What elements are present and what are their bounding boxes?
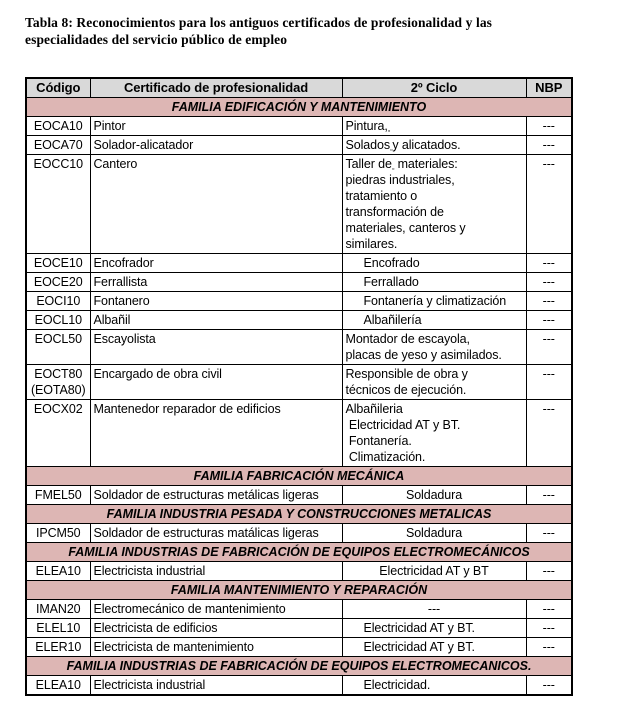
code-cell: ELEL10	[26, 619, 90, 638]
nbp-cell: ---	[526, 562, 572, 581]
certificate-cell: Fontanero	[90, 292, 342, 311]
code-cell: IMAN20	[26, 600, 90, 619]
ciclo-cell: Fontanería y climatización	[342, 292, 526, 311]
certificate-cell: Encargado de obra civil	[90, 365, 342, 400]
code-cell: EOCE20	[26, 273, 90, 292]
nbp-cell: ---	[526, 400, 572, 467]
family-label: FAMILIA EDIFICACIÓN Y MANTENIMIENTO	[26, 98, 572, 117]
ciclo-cell: Soldadura	[342, 486, 526, 505]
family-label: FAMILIA INDUSTRIAS DE FABRICACIÓN DE EQUIPOS ELECTROMECÁNICOS	[26, 543, 572, 562]
table-row	[26, 311, 572, 330]
column-header-nbp: NBP	[526, 78, 572, 98]
table-row	[26, 676, 572, 696]
code-cell: EOCT80 (EOTA80)	[26, 365, 90, 400]
family-label: FAMILIA MANTENIMIENTO Y REPARACIÓN	[26, 581, 572, 600]
code-cell: EOCX02	[26, 400, 90, 467]
certificate-cell: Albañil	[90, 311, 342, 330]
nbp-cell: ---	[526, 524, 572, 543]
family-row	[26, 505, 572, 524]
family-label: FAMILIA INDUSTRIA PESADA Y CONSTRUCCIONES METALICAS	[26, 505, 572, 524]
certificate-cell: Ferrallista	[90, 273, 342, 292]
ciclo-cell: ---	[342, 600, 526, 619]
table-row	[26, 117, 572, 136]
code-cell: EOCL10	[26, 311, 90, 330]
nbp-cell: ---	[526, 676, 572, 696]
ciclo-cell: Ferrallado	[342, 273, 526, 292]
ciclo-cell: Soldadura	[342, 524, 526, 543]
family-row	[26, 467, 572, 486]
family-row	[26, 543, 572, 562]
table-caption	[25, 14, 596, 48]
code-cell: ELEA10	[26, 562, 90, 581]
certificate-cell: Pintor	[90, 117, 342, 136]
table-row	[26, 400, 572, 467]
ciclo-cell: Responsible de obra y técnicos de ejecución.	[342, 365, 526, 400]
code-cell: IPCM50	[26, 524, 90, 543]
table-row	[26, 365, 572, 400]
certificate-cell: Electromecánico de mantenimiento	[90, 600, 342, 619]
nbp-cell: ---	[526, 330, 572, 365]
certificate-cell: Electricista industrial	[90, 676, 342, 696]
nbp-cell: ---	[526, 254, 572, 273]
table-row	[26, 273, 572, 292]
ciclo-cell: Albañilería	[342, 311, 526, 330]
nbp-cell: ---	[526, 292, 572, 311]
table-caption-line-1: Tabla 8: Reconocimientos para los antiguos certificados de profesionalidad y las	[25, 15, 493, 30]
ciclo-cell: Albañileria Electricidad AT y BT. Fontanería. Climatización.	[342, 400, 526, 467]
nbp-cell: ---	[526, 311, 572, 330]
column-header-codigo: Código	[26, 78, 90, 98]
ciclo-cell: Encofrado	[342, 254, 526, 273]
nbp-cell: ---	[526, 273, 572, 292]
table-row	[26, 486, 572, 505]
certificate-cell: Electricista industrial	[90, 562, 342, 581]
ciclo-cell: Electricidad.	[342, 676, 526, 696]
ciclo-cell: Electricidad AT y BT	[342, 562, 526, 581]
nbp-cell: ---	[526, 600, 572, 619]
nbp-cell: ---	[526, 155, 572, 254]
nbp-cell: ---	[526, 486, 572, 505]
recognitions-table	[25, 77, 573, 696]
ciclo-cell: Taller $de_▫$ materiales: piedras industriales, tratamiento o transformación de materiales, canteros y similares.	[342, 155, 526, 254]
table-row	[26, 638, 572, 657]
certificate-cell: Cantero	[90, 155, 342, 254]
table-row	[26, 136, 572, 155]
family-label: FAMILIA FABRICACIÓN MECÁNICA	[26, 467, 572, 486]
table-body	[26, 98, 572, 696]
family-row	[26, 581, 572, 600]
column-header-ciclo: 2º Ciclo	[342, 78, 526, 98]
table-row	[26, 562, 572, 581]
table-row	[26, 524, 572, 543]
ciclo-cell: $Pintura,_▫$	[342, 117, 526, 136]
table-row	[26, 155, 572, 254]
table-caption-line-2: especialidades del servicio público de empleo	[25, 32, 288, 47]
ciclo-cell: Montador de escayola, placas de yeso y asimilados.	[342, 330, 526, 365]
nbp-cell: ---	[526, 136, 572, 155]
table-row	[26, 600, 572, 619]
family-label: FAMILIA INDUSTRIAS DE FABRICACIÓN DE EQUIPOS ELECTROMECANICOS.	[26, 657, 572, 676]
table-header-row	[26, 78, 572, 98]
code-cell: EOCA10	[26, 117, 90, 136]
table-row	[26, 254, 572, 273]
certificate-cell: Electricista de edificios	[90, 619, 342, 638]
certificate-cell: Electricista de mantenimiento	[90, 638, 342, 657]
certificate-cell: Soldador de estructuras matálicas ligeras	[90, 524, 342, 543]
ciclo-cell: Electricidad AT y BT.	[342, 638, 526, 657]
certificate-cell: Escayolista	[90, 330, 342, 365]
code-cell: EOCA70	[26, 136, 90, 155]
code-cell: EOCC10	[26, 155, 90, 254]
code-cell: EOCL50	[26, 330, 90, 365]
family-row	[26, 657, 572, 676]
certificate-cell: Mantenedor reparador de edificios	[90, 400, 342, 467]
family-row	[26, 98, 572, 117]
table-row	[26, 292, 572, 311]
code-cell: EOCE10	[26, 254, 90, 273]
code-cell: ELER10	[26, 638, 90, 657]
ciclo-cell: Electricidad AT y BT.	[342, 619, 526, 638]
code-cell: ELEA10	[26, 676, 90, 696]
code-cell: EOCI10	[26, 292, 90, 311]
certificate-cell: Encofrador	[90, 254, 342, 273]
table-row	[26, 330, 572, 365]
certificate-cell: Soldador de estructuras metálicas ligeras	[90, 486, 342, 505]
column-header-certificado: Certificado de profesionalidad	[90, 78, 342, 98]
nbp-cell: ---	[526, 365, 572, 400]
nbp-cell: ---	[526, 619, 572, 638]
certificate-cell: Solador-alicatador	[90, 136, 342, 155]
ciclo-cell: Solados$_▫$y alicatados.	[342, 136, 526, 155]
code-cell: FMEL50	[26, 486, 90, 505]
table-row	[26, 619, 572, 638]
nbp-cell: ---	[526, 117, 572, 136]
nbp-cell: ---	[526, 638, 572, 657]
